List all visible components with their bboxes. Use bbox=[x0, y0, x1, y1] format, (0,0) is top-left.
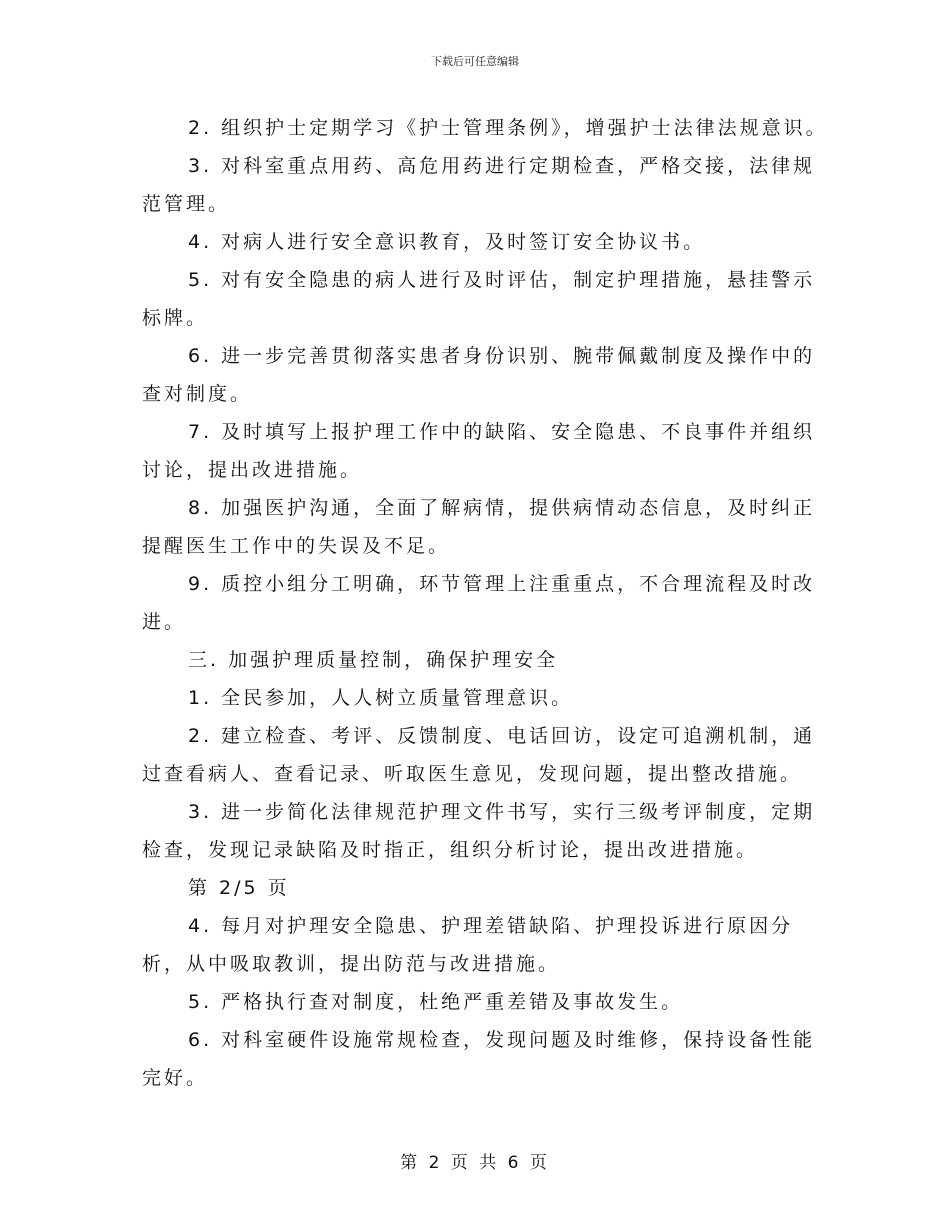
paragraph-item-3-medication: 3. 对科室重点用药、高危用药进行定期检查，严格交接，法律规范管理。 bbox=[142, 155, 816, 215]
paragraph-item-2-inspection: 2. 建立检查、考评、反馈制度、电话回访，设定可追溯机制，通过查看病人、查看记录、听取医生意见，发现问题，提出整改措施。 bbox=[142, 725, 816, 785]
paragraph-item-2-training: 2. 组织护士定期学习《护士管理条例》，增强护士法律法规意识。 bbox=[188, 117, 828, 139]
page-header-note: 下载后可任意编辑 bbox=[431, 55, 519, 68]
paragraph-item-4-safety-education: 4. 对病人进行安全意识教育，及时签订安全协议书。 bbox=[188, 231, 706, 253]
paragraph-item-5-checking: 5. 严格执行查对制度，杜绝严重差错及事故发生。 bbox=[188, 991, 684, 1013]
page-footer-number: 第 2 页 共 6 页 bbox=[400, 1153, 550, 1173]
paragraph-item-1-participation: 1. 全民参加，人人树立质量管理意识。 bbox=[188, 687, 574, 709]
paragraph-item-6-equipment: 6. 对科室硬件设施常规检查，发现问题及时维修，保持设备性能完好。 bbox=[142, 1029, 816, 1089]
paragraph-item-5-risk-assessment: 5. 对有安全隐患的病人进行及时评估，制定护理措施，悬挂警示标牌。 bbox=[142, 269, 816, 329]
paragraph-item-3-documentation: 3. 进一步简化法律规范护理文件书写，实行三级考评制度，定期检查，发现记录缺陷及时指正，组织分析讨论，提出改进措施。 bbox=[142, 801, 816, 861]
section-heading-quality-control: 三. 加强护理质量控制，确保护理安全 bbox=[188, 649, 559, 671]
paragraph-item-8-communication: 8. 加强医护沟通，全面了解病情，提供病情动态信息，及时纠正提醒医生工作中的失误及不足。 bbox=[142, 497, 816, 557]
document-body bbox=[142, 109, 832, 1097]
inline-page-marker: 第 2/5 页 bbox=[188, 877, 290, 899]
paragraph-item-7-reporting: 7. 及时填写上报护理工作中的缺陷、安全隐患、不良事件并组织讨论，提出改进措施。 bbox=[142, 421, 816, 481]
paragraph-item-6-identification: 6. 进一步完善贯彻落实患者身份识别、腕带佩戴制度及操作中的查对制度。 bbox=[142, 345, 816, 405]
paragraph-item-9-quality-team: 9. 质控小组分工明确，环节管理上注重重点，不合理流程及时改进。 bbox=[142, 573, 816, 633]
paragraph-item-4-analysis: 4. 每月对护理安全隐患、护理差错缺陷、护理投诉进行原因分析，从中吸取教训，提出防范与改进措施。 bbox=[142, 915, 794, 975]
